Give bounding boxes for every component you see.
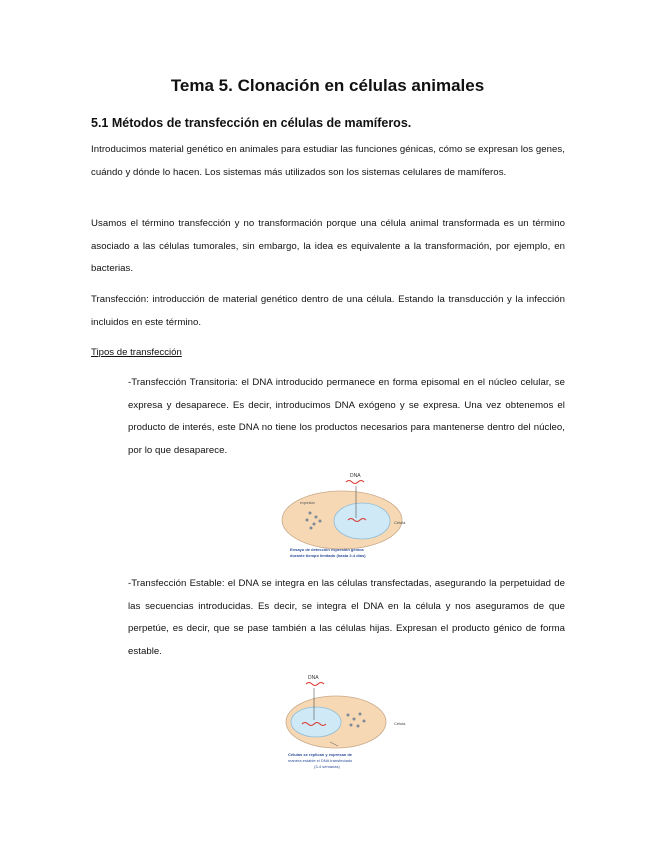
paragraph-terminology: Usamos el término transfección y no transformación porque una célula animal transformada es un término asociado a las células tumorales, sin embargo, la idea es equivalente a la transformación, por ejemplo, en bacterias. [91, 218, 565, 274]
section-heading-types: Tipos de transfección [91, 347, 182, 358]
transient-transfection-diagram [280, 468, 420, 560]
fig1-dna-strand-icon [346, 481, 364, 484]
paragraph-definition: Transfección: introducción de material genético dentro de una célula. Estando la transducción y la infección incluidos en este término. [91, 294, 565, 328]
section-subtitle: 5.1 Métodos de transfección en células de mamíferos. [91, 116, 412, 130]
fig1-cell-label: Célula [394, 520, 406, 525]
fig2-caption-line3: (3-4 semanas) [314, 764, 340, 769]
page-title: Tema 5. Clonación en células animales [170, 76, 485, 95]
stable-transfection-diagram [274, 670, 434, 776]
fig1-dna-label: DNA [350, 473, 361, 479]
fig1-caption-line2: durante tiempo limitado (hasta 2-4 días) [290, 553, 366, 558]
fig1-caption-line1: Ensayo de detección expresión génica [290, 547, 364, 552]
fig2-caption-line2: manera estable el DNA transfectado [288, 758, 353, 763]
paragraph-transient: -Transfección Transitoria: el DNA introducido permanece en forma episomal en el núcleo celular, se expresa y desaparece. Es decir, introducimos DNA exógeno y se expresa. Una vez obtenemos el producto de interés, este DNA no tiene los productos necesarios para mantenerse dentro del núcleo, por lo que desaparece. [128, 377, 565, 456]
fig2-cell-label: Célula [394, 721, 406, 726]
fig2-dna-strand-icon [306, 683, 324, 686]
paragraph-intro: Introducimos material genético en animales para estudiar las funciones génicas, cómo se expresan los genes, cuándo y dónde lo hacen. Los sistemas más utilizados son los sistemas celulares de mamíferos. [91, 144, 565, 178]
fig2-caption-line1: Células se replican y expresan de [288, 752, 353, 757]
fig2-dna-label: DNA [308, 675, 319, 681]
fig1-expression-label: expresión [300, 501, 316, 505]
fig1-nucleus [334, 503, 390, 539]
fig2-nucleus [291, 707, 341, 737]
paragraph-stable: -Transfección Estable: el DNA se integra en las células transfectadas, asegurando la perpetuidad de las secuencias introducidas. Es decir, se integra el DNA en la célula y nos aseguramos de que perpetúe, es decir, que se pase también a las células hijas. Expresan el producto génico de forma estable. [128, 578, 565, 657]
